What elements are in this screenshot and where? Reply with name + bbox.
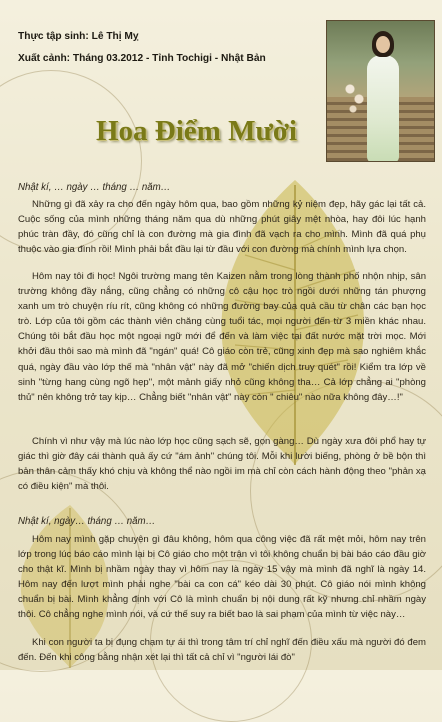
diary-heading: Nhật kí, … ngày … tháng … năm… [18,182,171,193]
paragraph: Hôm nay tôi đi học! Ngôi trường mang tên Kaizen nằm trong lòng thành phố nhộn nhịp, sân trường không đầy nắng, cũng chẳng có những cô cậu học trò ngồi dưới những tán phượng xanh um trò chuyện ríu rít, cũng không có những đường bay của quả cầu từ chân các bạn học trò. Lớp của tôi gồm các thành viên chăng cùng tuổi tác, mọi người đến từ 3 miền khác nhau. Chúng tôi bắt đầu học một ngoại ngữ mới để đến và làm việc tại đất nước mặt trời mọc. Mới khởi đầu thôi sao mà mình đã "ngán" quá! Cô giáo còn trẻ, cũng xinh đẹp mà sao nghiêm khắc quá, ngày đầu vào lớp thế mà "nhân vật" này đã mở "chiến dịch truy quét" rồi! Kiểm tra lớp về sinh "từng hang cùng ngõ hẹp", một mảnh giấy nhỏ cũng không tha… Cả lớp chẳng ai "phòng thủ" nên không trở tay kịp… Chẳng biết "nhân vật" này còn " chiêu" nào nữa không đây…!" [18,271,426,403]
paragraph: Chính vì như vậy mà lúc nào lớp học cũng sạch sẽ, gọn gàng… Dù ngày xưa đôi phổ hay tự giác thì giờ đây cái thành quả ấy cứ "ám ảnh" chúng tôi. Mỗi khi lười biếng, phòng ở bề bộn thì bản thân cảm thấy khó chịu và không thể nào ngồi im mà chỉ còn cách hành động theo "phản xạ có điều kiện" mà thôi. [18,436,426,493]
portrait-photo [326,20,435,162]
paragraph: Những gì đã xảy ra cho đến ngày hôm qua, bao gồm những kỷ niệm đẹp, hãy gác lại tất cả. Cuộc sống của mình những tháng năm qua dù những phút giây mệt nhòa, hay đôi lúc hạnh phúc tràn đầy, đó cũng chỉ là con đường mà gia đình đã vạch ra cho mình. Mình đã quá phụ thuộc vào gia đình rồi! Mình phải bắt đầu lại từ đầu với con đường mà chính mình lựa chọn. [18,199,426,256]
diary-heading: Nhật kí, ngày… tháng … năm… [18,516,156,527]
paragraph: Hôm nay mình gặp chuyện gì đâu không, hôm qua công việc đã rất mệt mỏi, hôm nay trên lớp trong lúc báo cáo mình lại bị Cô giáo cho một trận vì tôi không chuẩn bị bài báo cáo đầu giờ cho thật kĩ. Mình bị nhầm ngày thay vì hôm nay là ngày 15 vậy mà mình đã nghĩ là ngày 14. Hôm nay đến lượt mình phải nghe "bài ca con cá" kéo dài 30 phút. Cô giáo nói mình không chuẩn bị bài. Mình khẳng định với Cô là mình chuẩn bị nội dung rất kỹ nhưng chỉ nhầm ngày thôi. Cô chẳng nghe mình nói, và cứ thế suy ra biết bao là sai phạm của mình từ việc này… [18,534,426,621]
paragraph: Khi con người ta bị đụng chạm tự ái thì trong tâm trí chỉ nghĩ đến điều xấu mà người đó đem đến. Đến khi công bằng nhận xét lại thì tất cả chỉ vì "người lái đò" [18,637,426,664]
intern-name: Thực tập sinh: Lê Thị Mỵ [18,31,139,42]
departure-info: Xuất cảnh: Tháng 03.2012 - Tỉnh Tochigi - Nhật Bản [18,53,266,64]
article-title: Hoa Điểm Mười [96,115,297,147]
